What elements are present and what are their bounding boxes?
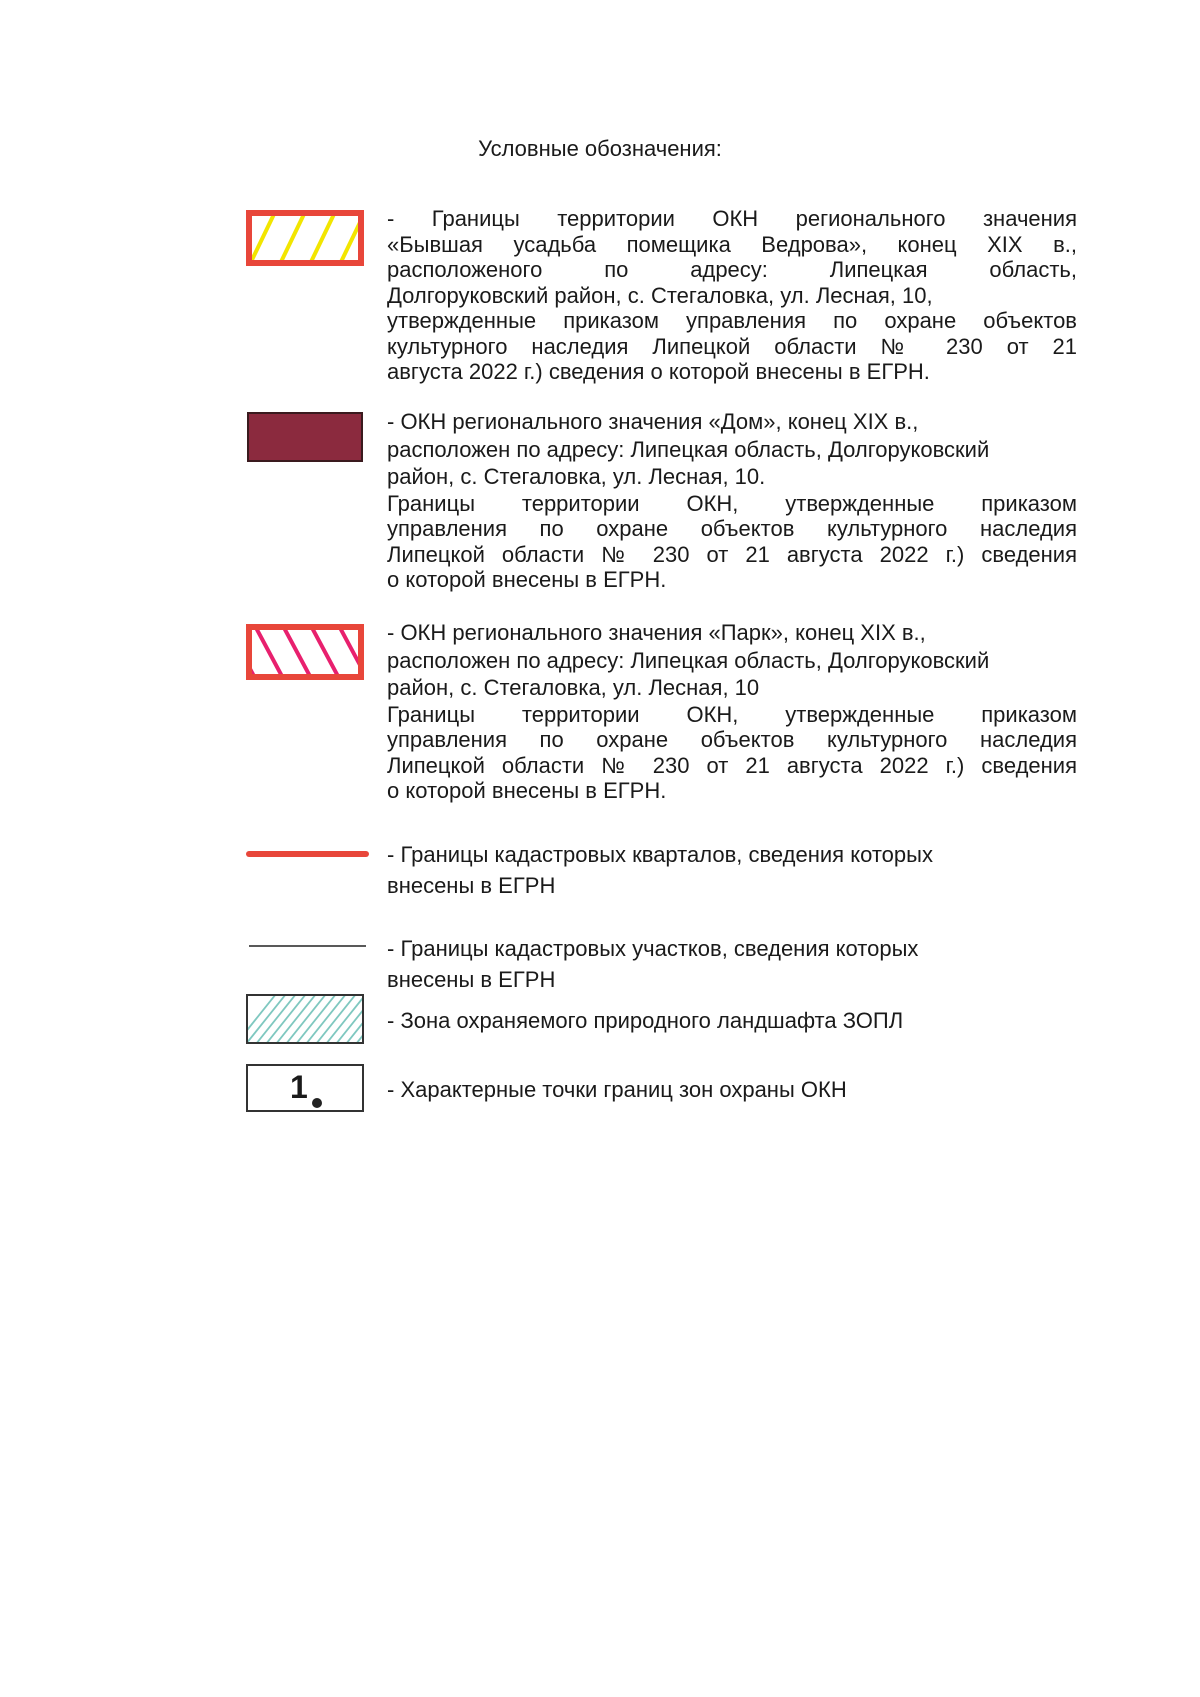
house-head-1: - ОКН регионального значения «Дом», конец XIX в., <box>387 409 919 434</box>
red-line-icon <box>246 848 370 860</box>
thin-line-icon <box>246 943 370 949</box>
quarters-line-1: - Границы кадастровых кварталов, сведения которых <box>387 842 933 867</box>
park-body-1: Границы территории ОКН, утвержденные приказом <box>387 701 1077 727</box>
house-description <box>387 408 1077 593</box>
estate-line-4: Долгоруковский район, с. Стегаловка, ул. Лесная, 10, <box>387 282 933 308</box>
estate-line-7: августа 2022 г.) сведения о которой внесены в ЕГРН. <box>387 359 930 384</box>
house-symbol <box>246 411 364 463</box>
estate-line-5: утвержденные приказом управления по охране объектов <box>387 308 1077 333</box>
estate-boundary-symbol <box>246 210 364 266</box>
landscape-text: - Зона охраняемого природного ландшафта ЗОПЛ <box>387 1008 904 1033</box>
quarters-description <box>387 839 1077 901</box>
parcels-description <box>387 933 1077 995</box>
estate-line-2: «Бывшая усадьба помещика Ведрова», конец XIX в., <box>387 231 1077 257</box>
house-body-3: Липецкой области № 230 от 21 августа 2022 г.) сведения <box>387 541 1077 567</box>
house-head-3: район, с. Стегаловка, ул. Лесная, 10. <box>387 464 766 489</box>
house-body-2: управления по охране объектов культурного наследия <box>387 516 1077 541</box>
point-dot <box>312 1098 322 1108</box>
landscape-symbol <box>246 994 364 1044</box>
estate-line-6: культурного наследия Липецкой области № 230 от 21 <box>387 333 1077 359</box>
landscape-description <box>387 1005 1077 1036</box>
parcels-line-2: внесены в ЕГРН <box>387 967 556 992</box>
points-text: - Характерные точки границ зон охраны ОКН <box>387 1077 847 1102</box>
house-rect <box>248 413 362 461</box>
house-head-2: расположен по адресу: Липецкая область, Долгоруковский <box>387 436 990 462</box>
quarters-symbol <box>246 848 364 860</box>
park-body-3: Липецкой области № 230 от 21 августа 2022 г.) сведения <box>387 752 1077 778</box>
house-fill-icon <box>246 411 364 463</box>
teal-hatch-icon <box>246 994 364 1044</box>
legend-title: Условные обозначения: <box>478 136 722 161</box>
house-body-1: Границы территории ОКН, утвержденные приказом <box>387 490 1077 516</box>
point-number: 1 <box>290 1069 308 1105</box>
points-symbol <box>246 1064 364 1114</box>
estate-line-3: расположеного по адресу: Липецкая область, <box>387 257 1077 282</box>
estate-description <box>387 206 1077 385</box>
quarters-line-2: внесены в ЕГРН <box>387 873 556 898</box>
estate-line-1: - Границы территории ОКН регионального значения <box>387 206 1077 231</box>
parcels-line-1: - Границы кадастровых участков, сведения которых <box>387 936 919 961</box>
park-symbol <box>246 624 364 680</box>
parcels-symbol <box>246 943 364 949</box>
park-body-2: управления по охране объектов культурного наследия <box>387 727 1077 752</box>
park-body-4: о которой внесены в ЕГРН. <box>387 778 667 803</box>
yellow-hatch-icon <box>246 210 364 266</box>
park-description <box>387 619 1077 804</box>
park-head-1: - ОКН регионального значения «Парк», конец XIX в., <box>387 620 926 645</box>
house-body-4: о которой внесены в ЕГРН. <box>387 567 667 592</box>
points-description <box>387 1074 1077 1105</box>
pink-hatch-icon <box>246 624 364 680</box>
park-head-2: расположен по адресу: Липецкая область, Долгоруковский <box>387 647 990 673</box>
park-head-3: район, с. Стегаловка, ул. Лесная, 10 <box>387 675 760 700</box>
numbered-point-icon <box>246 1064 364 1114</box>
